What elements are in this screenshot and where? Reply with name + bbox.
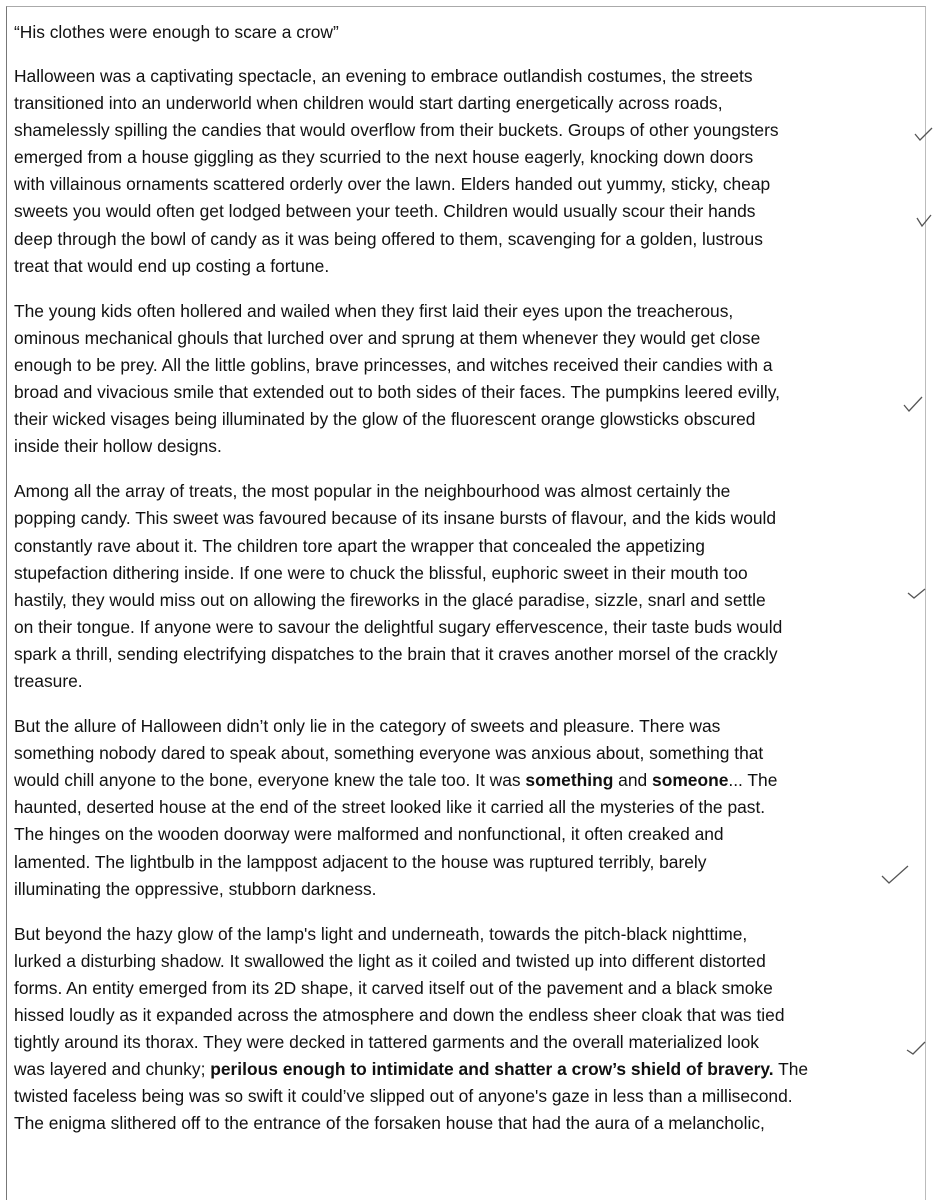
document-page <box>6 6 926 1200</box>
text-run: their wicked visages being illuminated by the glow of the fluorescent orange glowsticks obscured <box>14 409 756 430</box>
text-run: enough to be prey. All the little goblins, brave princesses, and witches received their candies with a <box>14 354 773 375</box>
text-run: tightly around its thorax. They were decked in tattered garments and the overall materialized look <box>14 1032 759 1053</box>
text-run: transitioned into an underworld when children would start darting energetically across roads, <box>14 93 723 114</box>
text-line <box>14 614 919 641</box>
text-line <box>14 63 919 90</box>
text-run: popping candy. This sweet was favoured because of its insane bursts of flavour, and the kids would <box>14 508 777 529</box>
text-run: The young kids often hollered and wailed when they first laid their eyes upon the treacherous, <box>14 300 734 321</box>
text-run: lurked a disturbing shadow. It swallowed the light as it coiled and twisted up into different distorted <box>14 950 766 971</box>
check-mark-icon <box>905 586 927 602</box>
text-line <box>14 226 919 253</box>
text-run: treasure. <box>14 670 83 691</box>
text-line <box>14 921 919 948</box>
text-line <box>14 533 919 560</box>
text-line <box>14 90 919 117</box>
check-mark-icon <box>902 396 924 412</box>
document-title: “His clothes were enough to scare a crow” <box>14 22 339 42</box>
text-run: The <box>773 1059 809 1080</box>
text-run: forms. An entity emerged from its 2D shape, it carved itself out of the pavement and a black smoke <box>14 977 773 998</box>
text-run: was layered and chunky; <box>14 1059 211 1080</box>
text-run: twisted faceless being was so swift it could’ve slipped out of anyone's gaze in less than a millisecond. <box>14 1086 793 1107</box>
text-run: The hinges on the wooden doorway were malformed and nonfunctional, it often creaked and <box>14 824 724 845</box>
text-line <box>14 253 919 280</box>
text-line <box>14 1083 919 1110</box>
text-line <box>14 1002 919 1029</box>
text-line <box>14 505 919 532</box>
document-body <box>14 63 919 1137</box>
text-line <box>14 198 919 225</box>
text-line <box>14 1056 919 1083</box>
text-run: Halloween was a captivating spectacle, an evening to embrace outlandish costumes, the streets <box>14 66 753 86</box>
text-line <box>14 876 919 903</box>
text-line <box>14 144 919 171</box>
text-line <box>14 560 919 587</box>
text-line <box>14 713 919 740</box>
check-mark-icon <box>905 1040 927 1056</box>
text-run: inside their hollow designs. <box>14 436 222 457</box>
paragraph <box>14 63 919 280</box>
text-run: emerged from a house giggling as they scurried to the next house eagerly, knocking down doors <box>14 147 754 168</box>
paragraph <box>14 478 919 695</box>
check-mark-icon <box>914 212 934 228</box>
text-run: hissed loudly as it expanded across the atmosphere and down the endless sheer cloak that was tied <box>14 1005 785 1025</box>
text-line <box>14 406 919 433</box>
text-run: and <box>613 770 653 791</box>
text-run: The enigma slithered off to the entrance of the forsaken house that had the aura of a melancholic, <box>14 1113 765 1134</box>
text-run: illuminating the oppressive, stubborn darkness. <box>14 878 377 899</box>
text-line <box>14 767 919 794</box>
text-run: haunted, deserted house at the end of the street looked like it carried all the mysteries of the past. <box>14 797 766 818</box>
text-line <box>14 298 919 325</box>
text-line <box>14 587 919 614</box>
text-line <box>14 821 919 848</box>
text-line <box>14 740 919 767</box>
text-run: Among all the array of treats, the most popular in the neighbourhood was almost certainly the <box>14 481 731 502</box>
bold-text: someone <box>652 770 729 791</box>
text-run: treat that would end up costing a fortune. <box>14 255 330 276</box>
text-line <box>14 325 919 352</box>
check-mark-icon <box>880 864 902 880</box>
text-line <box>14 641 919 668</box>
text-run: But beyond the hazy glow of the lamp's light and underneath, towards the pitch-black nighttime, <box>14 923 748 944</box>
paragraph <box>14 298 919 461</box>
text-run: constantly rave about it. The children tore apart the wrapper that concealed the appetizing <box>14 535 705 556</box>
text-run: lamented. The lightbulb in the lamppost adjacent to the house was ruptured terribly, barely <box>14 851 707 872</box>
text-run: hastily, they would miss out on allowing the fireworks in the glacé paradise, sizzle, snarl and settle <box>14 589 766 610</box>
text-run: But the allure of Halloween didn’t only lie in the category of sweets and pleasure. There was <box>14 716 721 737</box>
text-run: ominous mechanical ghouls that lurched over and sprung at them whenever they would get close <box>14 327 761 348</box>
text-run: stupefaction dithering inside. If one were to chuck the blissful, euphoric sweet in their mouth too <box>14 562 748 583</box>
text-run: something nobody dared to speak about, something everyone was anxious about, something that <box>14 743 764 764</box>
paragraph <box>14 921 919 1138</box>
text-line <box>14 948 919 975</box>
bold-text: perilous enough to intimidate and shatter a crow’s shield of bravery. <box>210 1059 774 1080</box>
text-line <box>14 849 919 876</box>
text-run: on their tongue. If anyone were to savour the delightful sugary effervescence, their taste buds would <box>14 616 783 637</box>
text-line <box>14 1029 919 1056</box>
text-run: broad and vivacious smile that extended out to both sides of their faces. The pumpkins leered evilly, <box>14 382 780 403</box>
text-line <box>14 117 919 144</box>
text-run: ... The <box>728 770 778 791</box>
text-run: spark a thrill, sending electrifying dispatches to the brain that it craves another morsel of the crackly <box>14 643 778 664</box>
text-run: sweets you would often get lodged between your teeth. Children would usually scour their hands <box>14 201 756 222</box>
text-run: with villainous ornaments scattered orderly over the lawn. Elders handed out yummy, sticky, cheap <box>14 174 771 195</box>
text-line <box>14 668 919 695</box>
text-line <box>14 171 919 198</box>
text-line <box>14 478 919 505</box>
text-run: shamelessly spilling the candies that would overflow from their buckets. Groups of other youngsters <box>14 120 779 141</box>
text-line <box>14 1110 919 1137</box>
text-line <box>14 975 919 1002</box>
text-line <box>14 379 919 406</box>
bold-text: something <box>525 770 614 791</box>
text-line <box>14 352 919 379</box>
paragraph <box>14 713 919 903</box>
text-run: deep through the bowl of candy as it was being offered to them, scavenging for a golden, lustrous <box>14 228 763 249</box>
text-line <box>14 794 919 821</box>
check-mark-icon <box>912 126 934 142</box>
text-run: would chill anyone to the bone, everyone knew the tale too. It was <box>14 770 526 791</box>
text-line <box>14 433 919 460</box>
